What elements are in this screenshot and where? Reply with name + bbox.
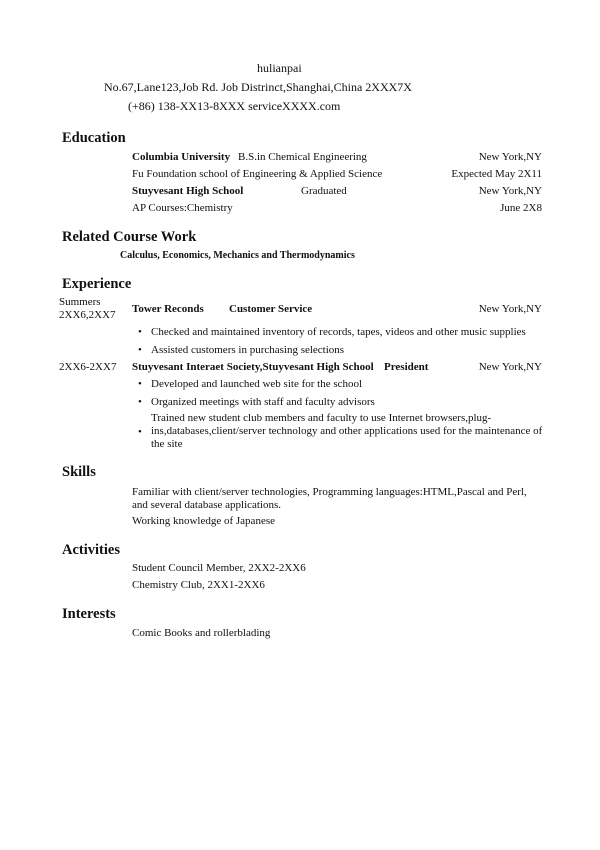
interest-item: Comic Books and rollerblading xyxy=(132,627,271,639)
job-location: New York,NY xyxy=(478,361,542,373)
coursework-text: Calculus, Economics, Mechanics and Thermodynamics xyxy=(120,250,355,261)
education-location: New York,NY xyxy=(478,185,542,197)
education-date: June 2X8 xyxy=(500,202,542,214)
job-date: 2XX6,2XX7 xyxy=(59,309,116,321)
job-role: Customer Service xyxy=(229,303,313,315)
job-bullet-text: Organized meetings with staff and faculty advisors xyxy=(151,396,375,408)
coursework-heading: Related Course Work xyxy=(62,229,197,245)
job-location: New York,NY xyxy=(478,303,542,315)
skills-heading: Skills xyxy=(62,464,96,480)
education-location: New York,NY xyxy=(478,151,542,163)
activity-item: Chemistry Club, 2XX1-2XX6 xyxy=(132,579,265,591)
experience-heading: Experience xyxy=(62,276,132,292)
education-degree: B.S.in Chemical Engineering xyxy=(238,151,367,163)
job-bullet-text: Checked and maintained inventory of records, tapes, videos and other music supplies xyxy=(151,326,526,338)
education-expected-date: Expected May 2X11 xyxy=(451,168,542,180)
interests-heading: Interests xyxy=(62,606,116,622)
education-status: Graduated xyxy=(301,185,347,197)
activities-heading: Activities xyxy=(62,542,120,558)
skills-item: Working knowledge of Japanese xyxy=(132,515,275,527)
resume-contact: (+86) 138-XX13-8XXX serviceXXXX.com xyxy=(128,99,341,113)
bullet-icon: • xyxy=(138,344,142,356)
job-bullet-text: Trained new student club members and faculty to use Internet browsers,plug-ins,databases,client/server technology and other applications used for the maintenance of the site xyxy=(151,412,543,450)
activity-item: Student Council Member, 2XX2-2XX6 xyxy=(132,562,306,574)
job-org: Tower Reconds xyxy=(132,303,204,315)
education-school: Columbia University xyxy=(132,151,231,163)
bullet-icon: • xyxy=(138,378,142,390)
job-bullet-text: Assisted customers in purchasing selections xyxy=(151,344,345,356)
job-date: Summers xyxy=(59,296,101,308)
bullet-icon: • xyxy=(138,326,142,338)
resume-name: hulianpai xyxy=(257,61,302,75)
job-date: 2XX6-2XX7 xyxy=(59,361,117,373)
skills-item: Familiar with client/server technologies, Programming languages:HTML,Pascal and Perl, and several database applications. xyxy=(132,486,527,511)
job-bullet-text: Developed and launched web site for the school xyxy=(151,378,363,390)
job-role: President xyxy=(384,361,429,373)
bullet-icon: • xyxy=(138,396,142,408)
education-college: Fu Foundation school of Engineering & Applied Science xyxy=(132,168,383,180)
job-org: Stuyvesant Interaet Society,Stuyvesant High School xyxy=(132,361,374,373)
education-heading: Education xyxy=(62,130,126,146)
resume-address: No.67,Lane123,Job Rd. Job Distrinct,Shanghai,China 2XXX7X xyxy=(104,80,412,94)
bullet-icon: • xyxy=(138,426,142,438)
education-school: Stuyvesant High School xyxy=(132,185,244,197)
education-courses: AP Courses:Chemistry xyxy=(132,202,233,214)
